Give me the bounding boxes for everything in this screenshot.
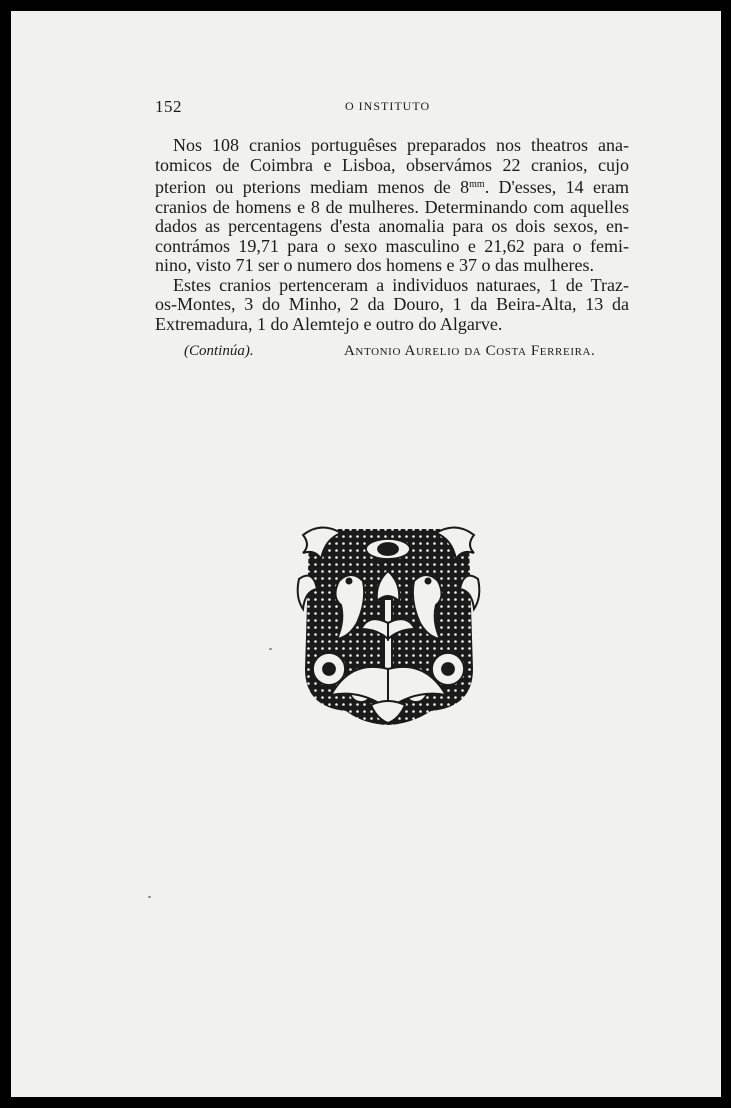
text-line-part: . D'esses, 14 eram <box>484 177 629 197</box>
page-number: 152 <box>155 97 182 116</box>
text-line: tomicos de Coimbra e Lisboa, observámos 22 cranios, cujo <box>155 154 629 175</box>
paper-speck <box>269 648 272 650</box>
author-signature: Antonio Aurelio da Costa Ferreira. <box>344 343 596 359</box>
text-line-part: pterion ou pterions mediam menos de 8 <box>155 177 470 197</box>
paragraph-1 <box>155 136 629 276</box>
text-line: Extremadura, 1 do Alemtejo e outro do Algarve. <box>155 313 503 334</box>
paragraph-2 <box>155 276 629 335</box>
running-title: O INSTITUTO <box>345 99 431 113</box>
article-footer <box>184 343 614 363</box>
page-header <box>155 97 445 119</box>
text-line: cranios de homens e 8 de mulheres. Determinando com aquelles <box>155 196 629 217</box>
text-line: os-Montes, 3 do Minho, 2 da Douro, 1 da Beira-Alta, 13 da <box>155 294 629 314</box>
text-line: nino, visto 71 ser o numero dos homens e 37 o das mulheres. <box>155 255 594 275</box>
text-line: Nos 108 cranios portuguêses preparados nos theatros ana- <box>173 135 629 155</box>
text-line: contrámos 19,71 para o sexo masculino e 21,62 para o femi- <box>155 235 629 256</box>
text-line <box>155 175 629 198</box>
text-line: Estes cranios pertenceram a individuos naturaes, 1 de Traz- <box>173 274 629 295</box>
paper-speck <box>148 896 151 898</box>
floral-woodcut-vignette-icon <box>291 519 486 729</box>
continued-note: (Continúa). <box>184 343 254 359</box>
unit-superscript: mm <box>469 179 485 190</box>
page <box>11 11 721 1097</box>
body-text <box>155 136 629 334</box>
text-line: dados as percentagens d'esta anomalia para os dois sexos, en- <box>155 216 629 236</box>
